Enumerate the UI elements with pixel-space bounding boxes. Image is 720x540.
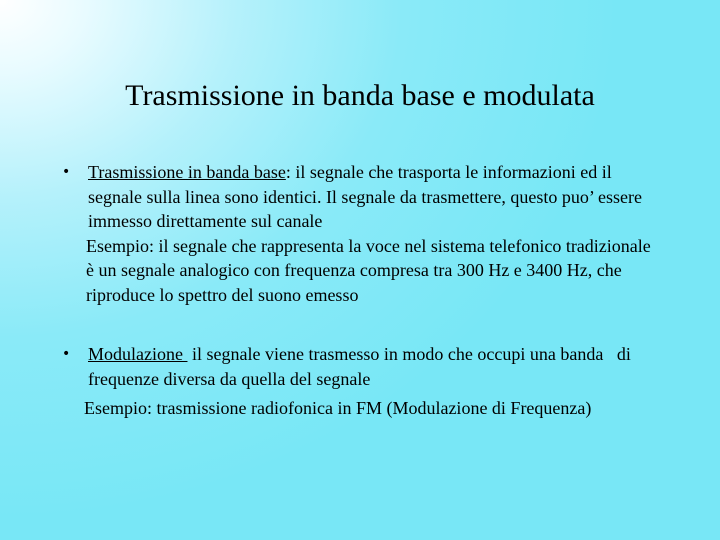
bullet-marker: • [62, 164, 71, 180]
bullet-marker: • [62, 346, 71, 362]
slide-title: Trasmissione in banda base e modulata [125, 79, 595, 112]
bullet-term: Modulazione [88, 344, 188, 364]
bullet-banda-base [62, 160, 662, 307]
bullet-modulazione [62, 342, 662, 421]
bullet-text [88, 342, 662, 391]
bullet-separator: : [285, 162, 291, 182]
bullet-term: Trasmissione in banda base [88, 162, 286, 182]
bullet-description: il segnale che trasporta le informazioni ed il segnale sulla linea sono identici. Il segnale da trasmettere, questo puo’ essere immesso direttamente sul canale [88, 162, 642, 231]
bullet-example: Esempio: trasmissione radiofonica in FM (Modulazione di Frequenza) [84, 398, 592, 418]
bullet-description: il segnale viene trasmesso in modo che occupi una banda di frequenze diversa da quella del segnale [88, 344, 636, 389]
bullet-text [88, 160, 662, 234]
bullet-example: Esempio: il segnale che rappresenta la voce nel sistema telefonico tradizionale è un segnale analogico con frequenza compresa tra 300 Hz e 3400 Hz, che riproduce lo spettro del suono emesso [86, 235, 651, 305]
